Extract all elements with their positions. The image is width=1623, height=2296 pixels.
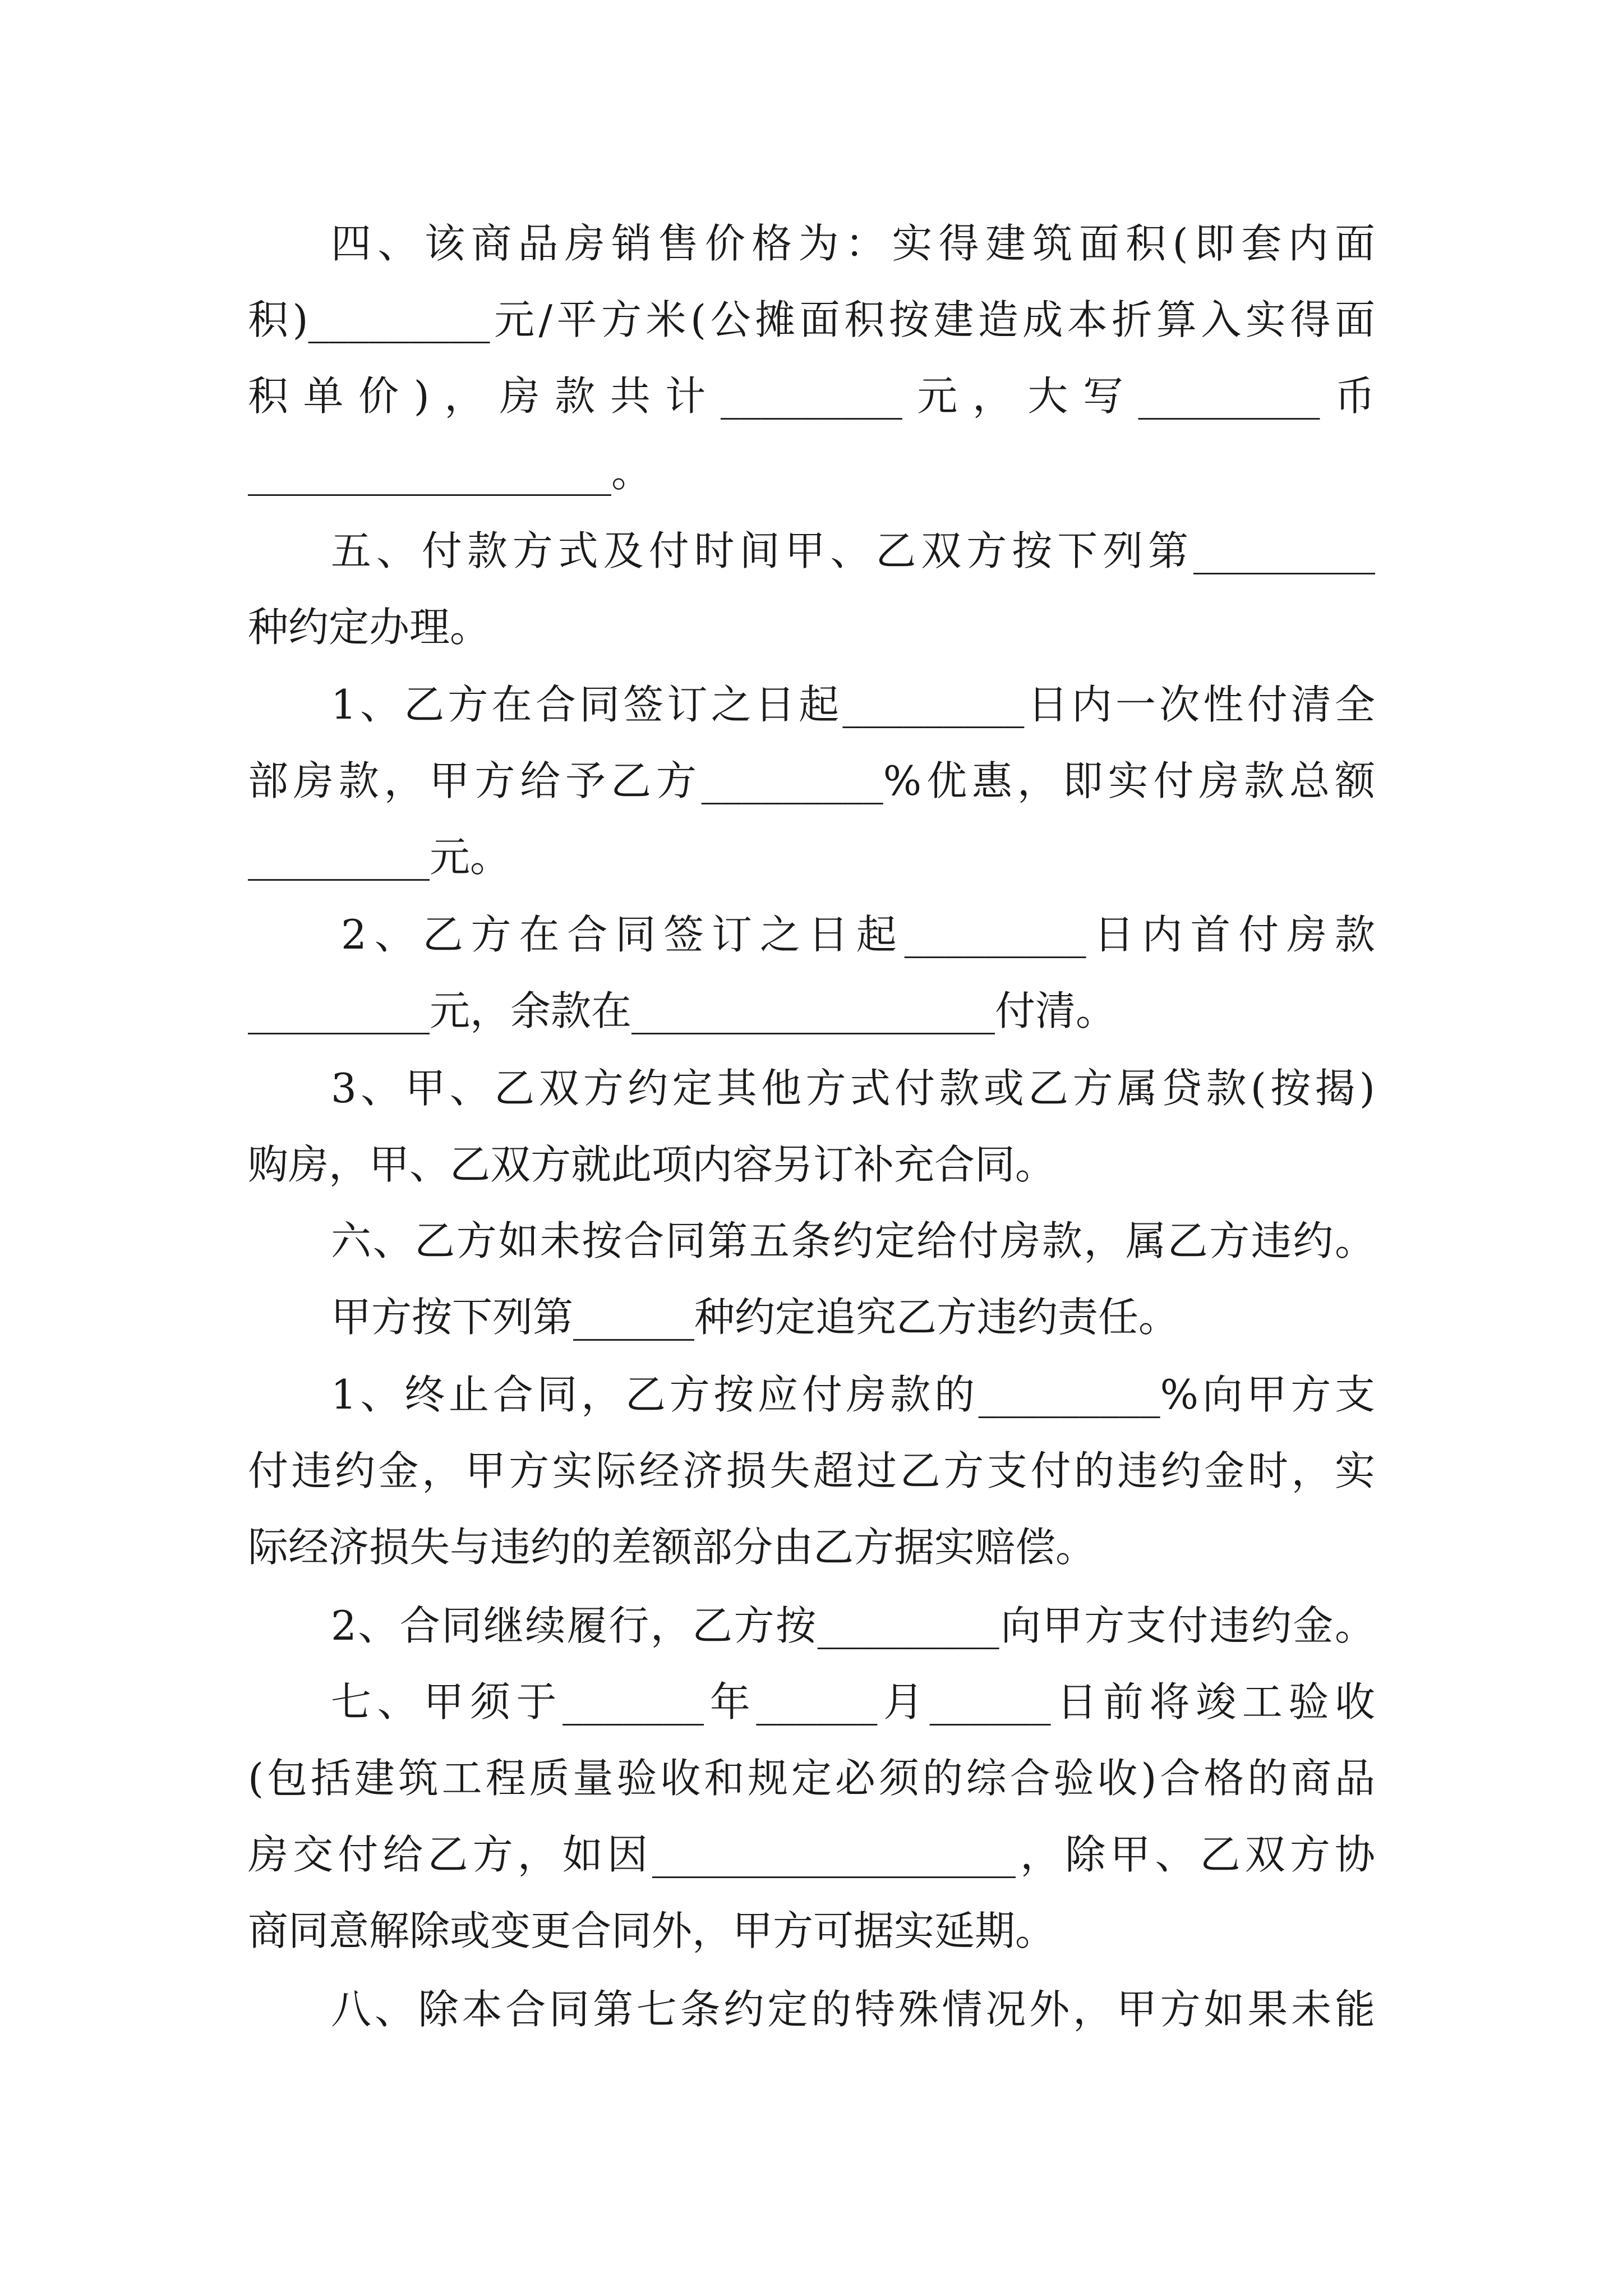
text-line: 种约定办理。 [248, 604, 491, 651]
text-line: _________元。 [248, 834, 511, 881]
text-line: 积)_________元/平方米(公摊面积按建造成本折算入实得面 [248, 296, 1375, 343]
text-line: (包括建筑工程质量验收和规定必须的综合验收)合格的商品 [248, 1755, 1375, 1802]
text-line: _________元，余款在__________________付清。 [248, 987, 1117, 1034]
text-line: 2、乙方在合同签订之日起_________日内首付房款 [341, 911, 1375, 958]
text-line: 3、甲、乙双方约定其他方式付款或乙方属贷款(按揭) [331, 1065, 1375, 1112]
text-line: 四、该商品房销售价格为：实得建筑面积(即套内面 [331, 220, 1375, 267]
text-line: 部房款，甲方给予乙方_________%优惠，即实付房款总额 [248, 757, 1375, 804]
text-line: 七、甲须于_______年______月______日前将竣工验收 [331, 1678, 1375, 1726]
text-line: 商同意解除或变更合同外，甲方可据实延期。 [248, 1907, 1056, 1954]
text-line: 六、乙方如未按合同第五条约定给付房款，属乙方违约。 [331, 1217, 1375, 1264]
text-line: 房交付给乙方，如因__________________，除甲、乙双方协 [248, 1831, 1375, 1878]
text-line: 1、乙方在合同签订之日起_________日内一次性付清全 [331, 681, 1375, 728]
text-line: __________________。 [248, 449, 652, 496]
text-line: 际经济损失与违约的差额部分由乙方据实赔偿。 [248, 1524, 1096, 1571]
text-line: 2、合同继续履行，乙方按_________向甲方支付违约金。 [331, 1602, 1375, 1649]
text-line: 八、除本合同第七条约定的特殊情况外，甲方如果未能 [331, 1986, 1375, 2033]
text-line: 积单价)，房款共计_________元，大写_________币 [248, 372, 1375, 420]
text-line: 购房，甲、乙双方就此项内容另订补充合同。 [248, 1141, 1056, 1188]
text-line: 五、付款方式及付时间甲、乙双方按下列第_________ [331, 527, 1375, 574]
text-line: 1、终止合同，乙方按应付房款的_________%向甲方支 [331, 1371, 1375, 1418]
text-line: 付违约金，甲方实际经济损失超过乙方支付的违约金时，实 [248, 1447, 1375, 1494]
text-line: 甲方按下列第______种约定追究乙方违约责任。 [331, 1294, 1179, 1341]
